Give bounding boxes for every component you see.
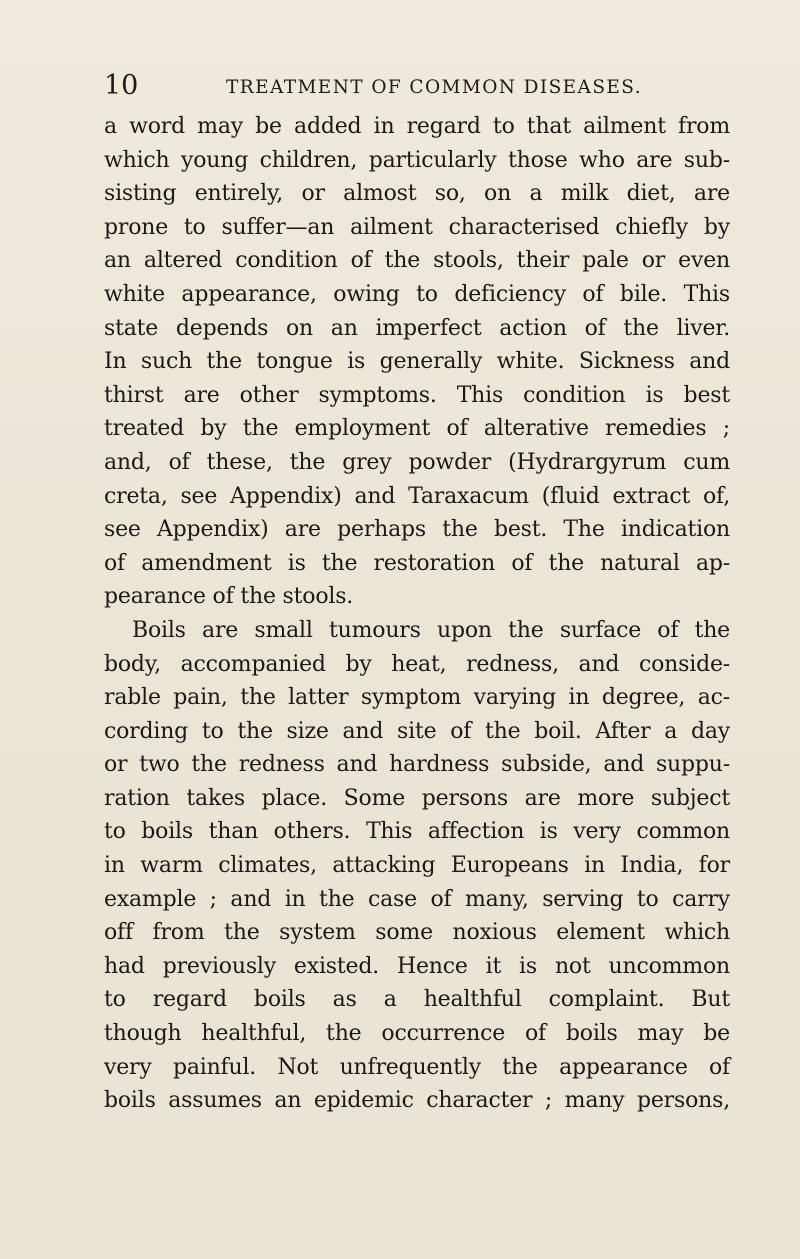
text-line: off from the system some noxious element which — [104, 920, 730, 946]
text-line: rable pain, the latter symptom varying in degree, ac- — [104, 685, 730, 711]
text-line: a word may be added in regard to that ailment from — [104, 114, 730, 139]
running-head — [104, 68, 724, 104]
text-line: thirst are other symptoms. This condition is best — [104, 382, 730, 408]
page-number: 10 — [104, 70, 139, 101]
text-line: prone to suffer—an ailment characterised chiefly by — [104, 214, 730, 240]
text-line: to regard boils as a healthful complaint. But — [104, 987, 730, 1013]
text-line: and, of these, the grey powder (Hydrargyrum cum — [104, 449, 730, 475]
text-line: in warm climates, attacking Europeans in India, for — [104, 853, 730, 879]
text-line: In such the tongue is generally white. Sickness and — [104, 349, 730, 375]
text-line: see Appendix) are perhaps the best. The indication — [104, 517, 730, 543]
text-line: state depends on an imperfect action of the liver. — [104, 315, 730, 341]
text-line: or two the redness and hardness subside, and suppu- — [104, 752, 730, 778]
text-line: creta, see Appendix) and Taraxacum (fluid extract of, — [104, 483, 730, 509]
text-line: treated by the employment of alterative remedies ; — [104, 416, 730, 442]
text-line: cording to the size and site of the boil. After a day — [104, 718, 730, 744]
text-line: boils assumes an epidemic character ; many persons, — [104, 1088, 730, 1114]
text-line: though healthful, the occurrence of boils may be — [104, 1021, 730, 1047]
text-line: example ; and in the case of many, serving to carry — [104, 886, 730, 912]
text-line: which young children, particularly those who are sub- — [104, 147, 730, 173]
text-line: sisting entirely, or almost so, on a milk diet, are — [104, 181, 730, 207]
body-text — [104, 110, 730, 1118]
text-line: to boils than others. This affection is very common — [104, 819, 730, 845]
text-line: white appearance, owing to deficiency of bile. This — [104, 281, 730, 307]
running-title: TREATMENT OF COMMON DISEASES. — [226, 77, 642, 98]
text-line: of amendment is the restoration of the natural ap- — [104, 550, 730, 576]
text-line-boils-start: Boils are small tumours upon the surface of the — [132, 617, 730, 643]
text-line: pearance of the stools. — [104, 584, 354, 610]
text-line: very painful. Not unfrequently the appearance of — [104, 1054, 730, 1080]
text-line: ration takes place. Some persons are more subject — [104, 785, 730, 811]
text-line: an altered condition of the stools, their pale or even — [104, 248, 730, 274]
text-line: had previously existed. Hence it is not uncommon — [104, 953, 730, 979]
text-line: body, accompanied by heat, redness, and conside- — [104, 651, 730, 677]
